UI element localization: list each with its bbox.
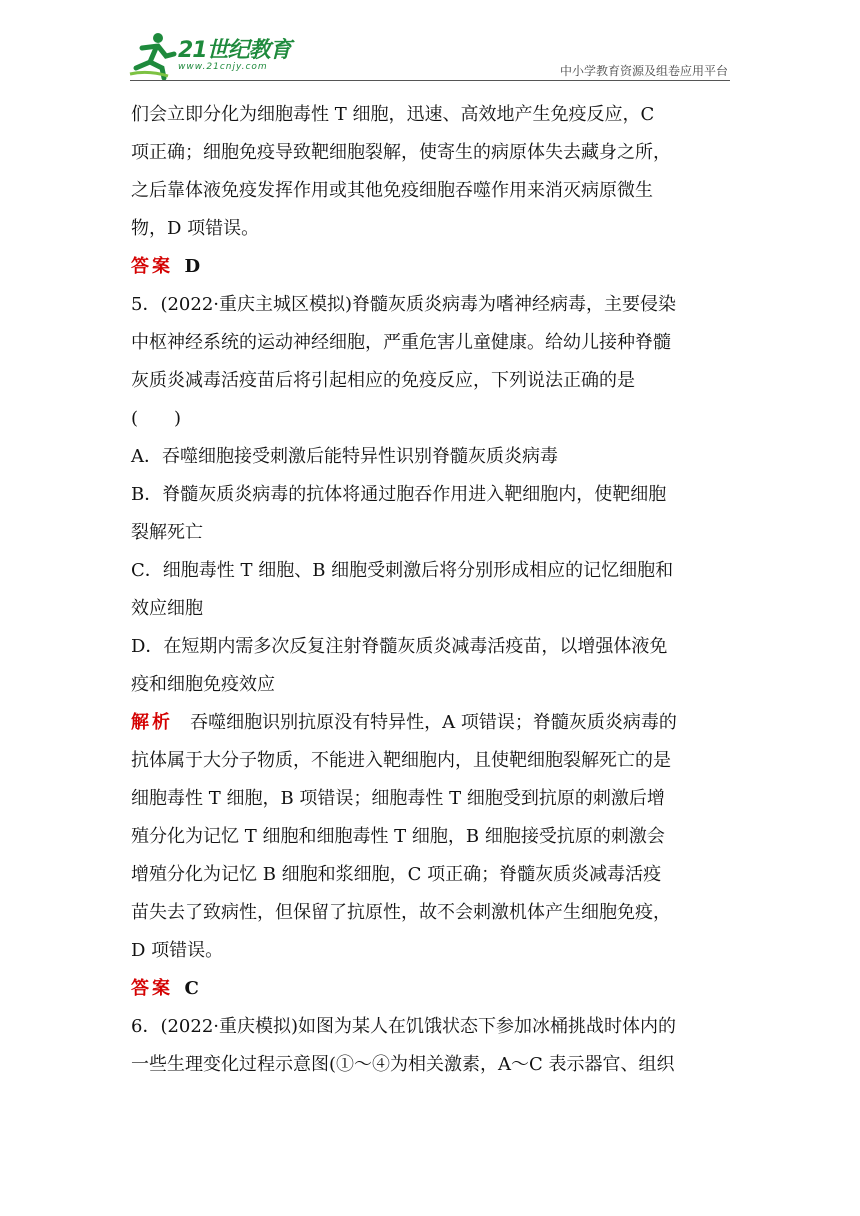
question-6-line: 一些生理变化过程示意图(①～④为相关激素，A～C 表示器官、组织 xyxy=(131,1054,675,1075)
answer-label: 答案 xyxy=(131,256,173,277)
text-line: 抗体属于大分子物质，不能进入靶细胞内，且使靶细胞裂解死亡的是 xyxy=(131,750,671,771)
question-6-line: 6．(2022·重庆模拟)如图为某人在饥饿状态下参加冰桶挑战时体内的 xyxy=(131,1016,677,1037)
text-line: 之后靠体液免疫发挥作用或其他免疫细胞吞噬作用来消灭病原微生 xyxy=(131,180,653,201)
text-line: 殖分化为记忆 T 细胞和细胞毒性 T 细胞，B 细胞接受抗原的刺激会 xyxy=(131,826,665,847)
explanation-text: 吞噬细胞识别抗原没有特异性，A 项错误；脊髓灰质炎病毒的 xyxy=(190,712,677,733)
explanation-5 xyxy=(131,704,731,742)
text-line: 细胞毒性 T 细胞，B 项错误；细胞毒性 T 细胞受到抗原的刺激后增 xyxy=(131,788,665,809)
answer-5 xyxy=(131,970,731,1008)
option-a: A．吞噬细胞接受刺激后能特异性识别脊髓灰质炎病毒 xyxy=(131,446,558,467)
platform-name: 中小学教育资源及组卷应用平台 xyxy=(559,64,728,78)
question-5-line: 中枢神经系统的运动神经细胞，严重危害儿童健康。给幼儿接种脊髓 xyxy=(131,332,671,353)
answer-value: D xyxy=(184,256,201,277)
question-5-line: 灰质炎减毒活疫苗后将引起相应的免疫反应，下列说法正确的是 xyxy=(131,370,635,391)
text-line: 项正确；细胞免疫导致靶细胞裂解，使寄生的病原体失去藏身之所， xyxy=(131,142,671,163)
option-d-cont: 疫和细胞免疫效应 xyxy=(131,674,275,695)
document-body xyxy=(131,96,731,1084)
header-divider xyxy=(130,80,730,81)
text-line: 苗失去了致病性，但保留了抗原性，故不会刺激机体产生细胞免疫， xyxy=(131,902,671,923)
logo xyxy=(128,30,298,80)
explanation-label: 解析 xyxy=(131,712,173,733)
answer-4 xyxy=(131,248,731,286)
question-5-blank: ( ) xyxy=(131,408,182,429)
option-b-cont: 裂解死亡 xyxy=(131,522,203,543)
answer-value: C xyxy=(184,978,199,999)
page-header xyxy=(0,0,860,90)
option-b: B．脊髓灰质炎病毒的抗体将通过胞吞作用进入靶细胞内，使靶细胞 xyxy=(131,484,667,505)
text-line: 们会立即分化为细胞毒性 T 细胞，迅速、高效地产生免疫反应，C xyxy=(131,104,655,125)
text-line: D 项错误。 xyxy=(131,940,224,961)
logo-url: www.21cnjy.com xyxy=(178,62,268,72)
text-line: 增殖分化为记忆 B 细胞和浆细胞，C 项正确；脊髓灰质炎减毒活疫 xyxy=(131,864,662,885)
option-c-cont: 效应细胞 xyxy=(131,598,203,619)
option-d: D．在短期内需多次反复注射脊髓灰质炎减毒活疫苗，以增强体液免 xyxy=(131,636,668,657)
option-c: C．细胞毒性 T 细胞、B 细胞受刺激后将分别形成相应的记忆细胞和 xyxy=(131,560,674,581)
answer-label: 答案 xyxy=(131,978,173,999)
question-5-line: 5．(2022·重庆主城区模拟)脊髓灰质炎病毒为嗜神经病毒，主要侵染 xyxy=(131,294,677,315)
runner-logo-icon xyxy=(128,30,178,80)
logo-text: 21世纪教育 xyxy=(178,38,291,63)
text-line: 物，D 项错误。 xyxy=(131,218,260,239)
